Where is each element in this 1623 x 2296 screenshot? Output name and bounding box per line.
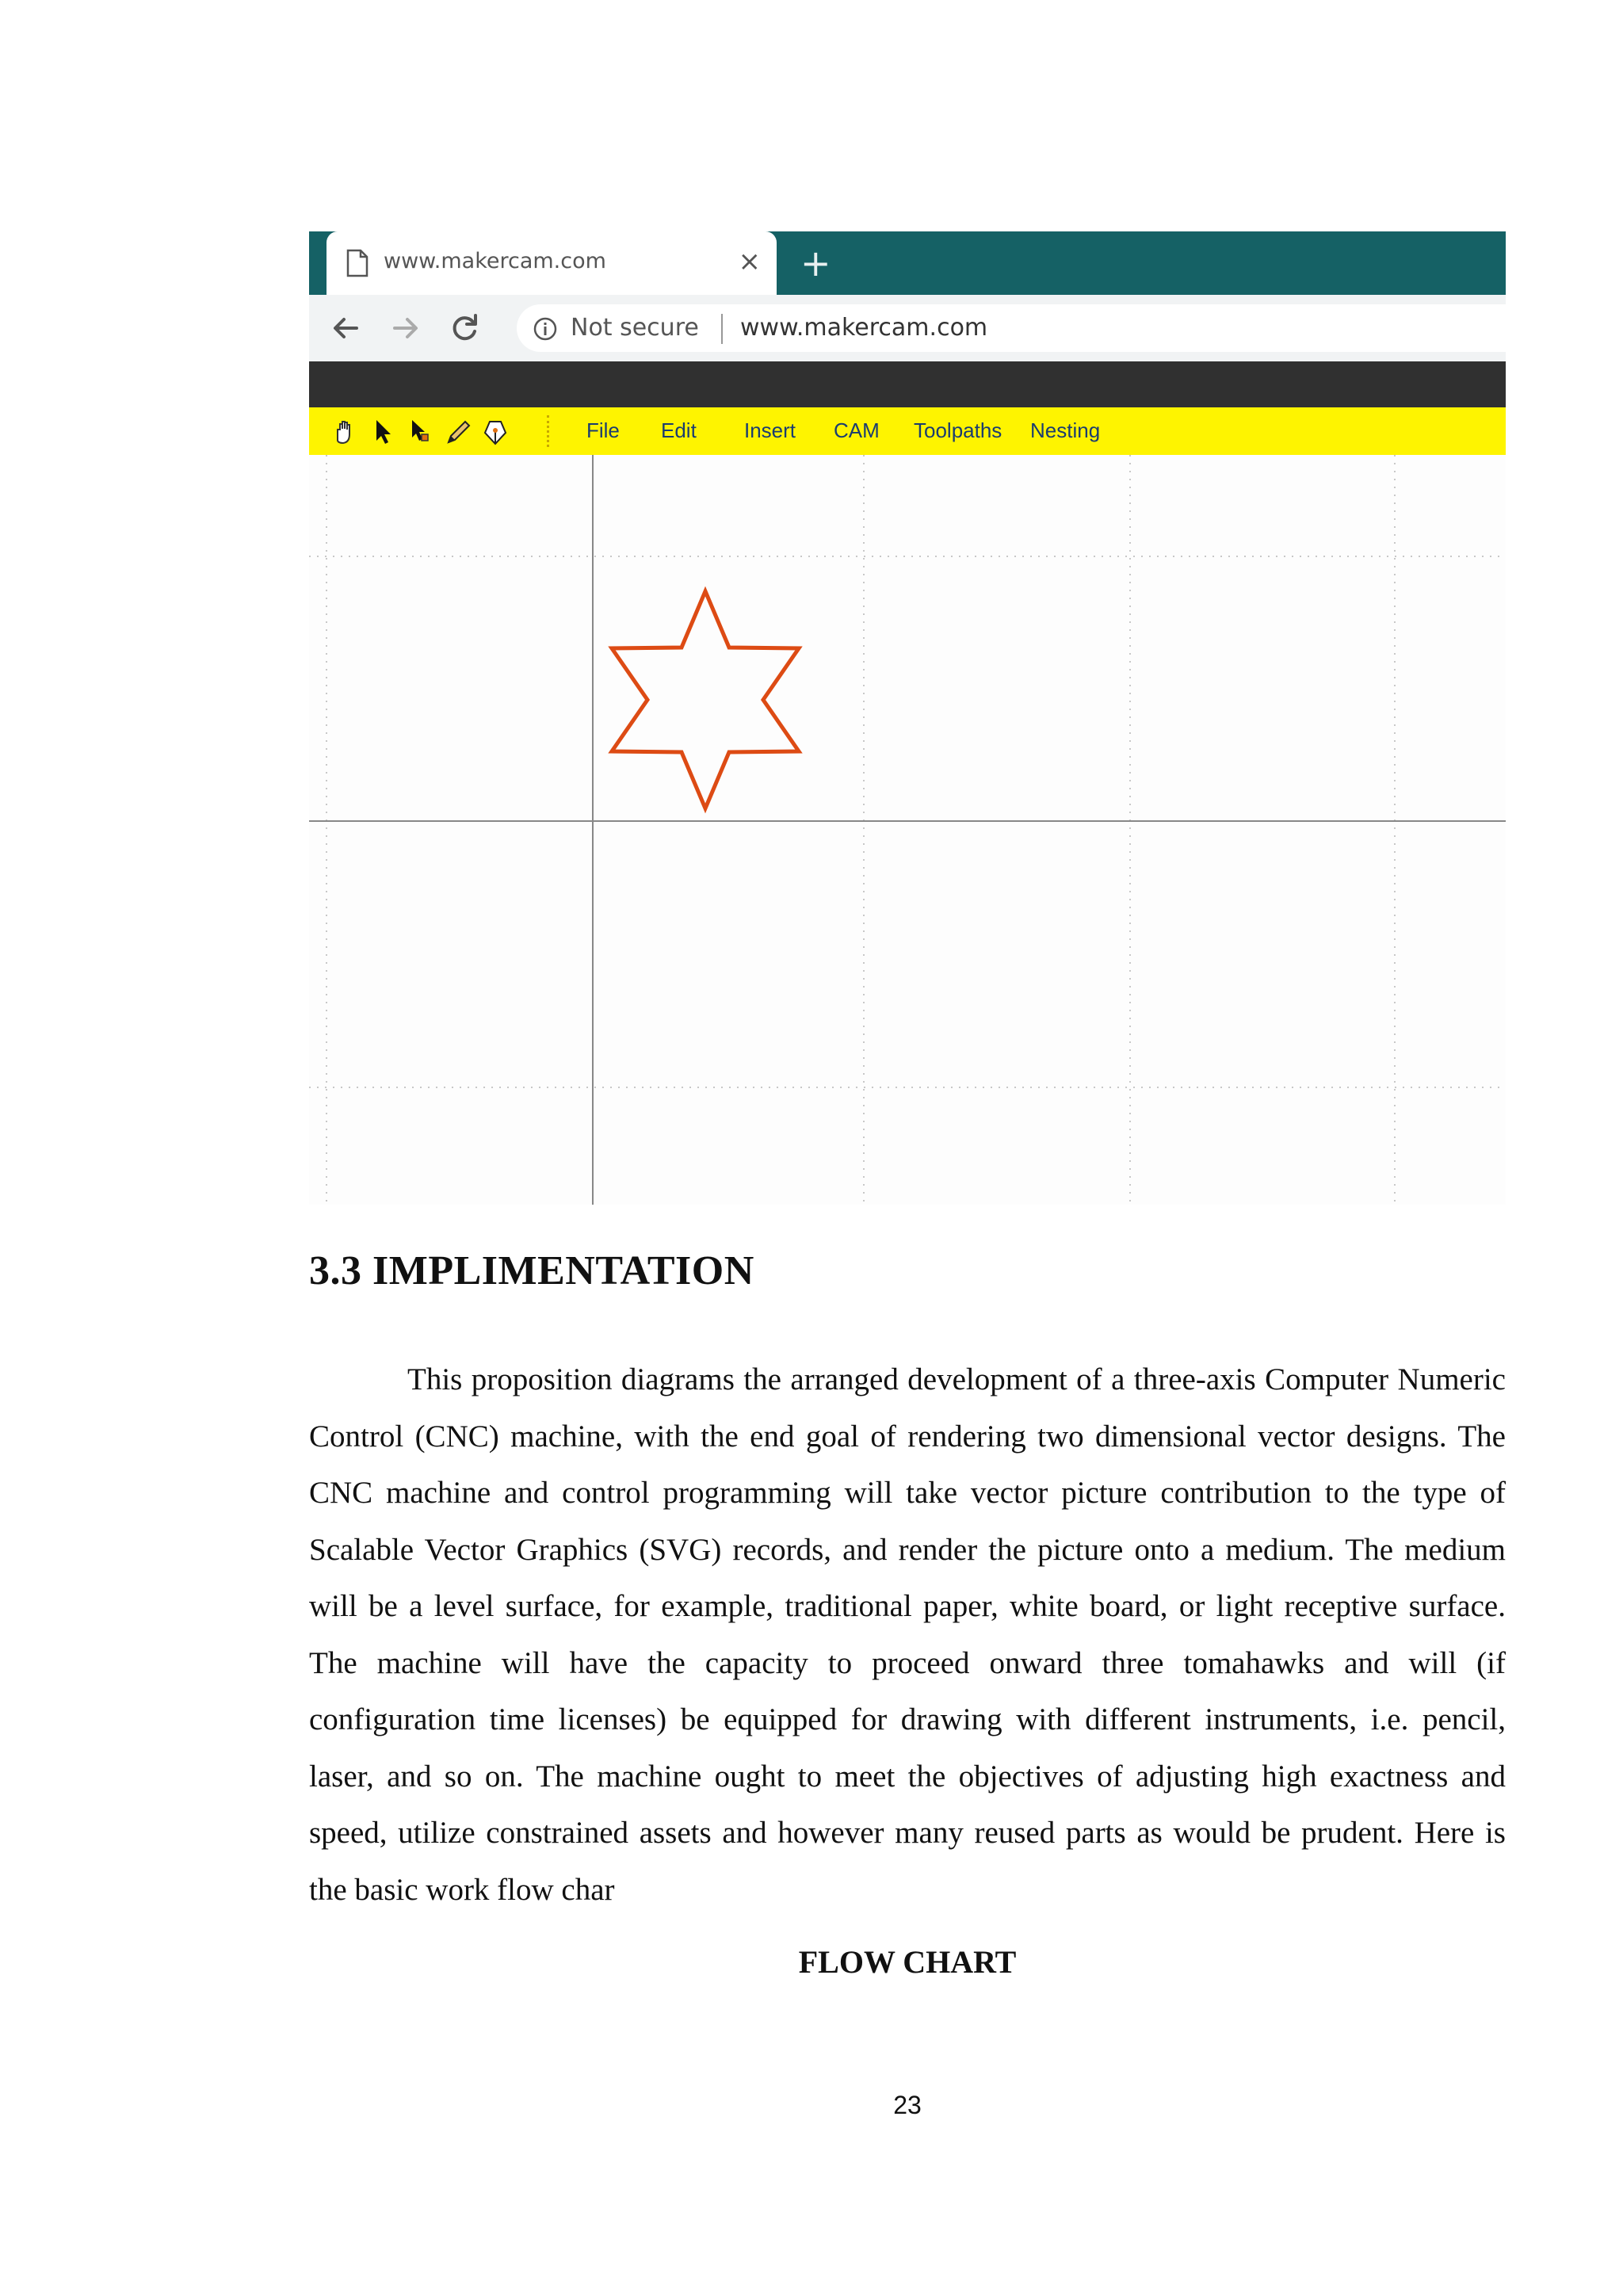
address-bar[interactable] xyxy=(517,304,1506,352)
pen-edit-icon[interactable] xyxy=(482,417,512,447)
close-tab-icon[interactable]: × xyxy=(738,246,761,277)
tab-title: www.makercam.com xyxy=(384,249,606,273)
drawing-canvas[interactable] xyxy=(309,455,1506,1205)
menu-toolpaths[interactable]: Toolpaths xyxy=(914,418,1002,442)
back-arrow-icon[interactable] xyxy=(328,311,363,346)
menu-insert[interactable]: Insert xyxy=(744,418,796,442)
forward-arrow-icon[interactable] xyxy=(388,311,423,346)
browser-tab-bar xyxy=(309,231,1506,295)
canvas-grid xyxy=(309,455,1506,1205)
page-number: 23 xyxy=(893,2091,922,2119)
menu-edit[interactable]: Edit xyxy=(661,418,697,442)
menu-file[interactable]: File xyxy=(586,418,620,442)
flowchart-heading: FLOW CHART xyxy=(798,1944,1017,1980)
app-header-bar xyxy=(309,361,1506,407)
menu-nesting[interactable]: Nesting xyxy=(1030,418,1101,442)
security-status: Not secure xyxy=(571,314,699,342)
app-toolbar xyxy=(309,407,1506,455)
new-tab-icon[interactable]: + xyxy=(800,242,831,285)
page-icon xyxy=(346,249,369,277)
makercam-screenshot xyxy=(309,231,1506,1205)
toolbar-separator xyxy=(547,415,549,447)
url-text[interactable]: www.makercam.com xyxy=(740,314,988,342)
body-paragraph: This proposition diagrams the arranged development of a three-axis Computer Numeric Control (CNC) machine, with the end goal of rendering two dimensional vector designs. The CNC machine and control programming will take vector picture contribution to the type of Scalable Vector Graphics (SVG) records, and render the picture onto a medium. The medium will be a level surface, for example, traditional paper, white board, or light receptive surface. The machine will have the capacity to proceed onward three tomahawks and will (if configuration time licenses) be equipped for drawing with different instruments, i.e. pencil, laser, and so on. The machine ought to meet the objectives of adjusting high exactness and speed, utilize constrained assets and however many reused parts as would be prudent. Here is the basic work flow char xyxy=(309,1362,1506,1907)
pencil-icon[interactable] xyxy=(444,417,474,447)
browser-nav-bar xyxy=(309,295,1506,361)
section-heading: 3.3 IMPLIMENTATION xyxy=(309,1248,754,1293)
six-point-star-shape[interactable] xyxy=(612,591,799,808)
reload-icon[interactable] xyxy=(447,311,482,346)
menu-cam[interactable]: CAM xyxy=(834,418,880,442)
address-separator xyxy=(721,314,723,344)
node-select-icon[interactable] xyxy=(406,417,436,447)
hand-icon[interactable] xyxy=(330,417,360,447)
info-icon[interactable] xyxy=(533,316,558,342)
browser-tab[interactable] xyxy=(327,231,777,295)
pointer-arrow-icon[interactable] xyxy=(369,417,399,447)
